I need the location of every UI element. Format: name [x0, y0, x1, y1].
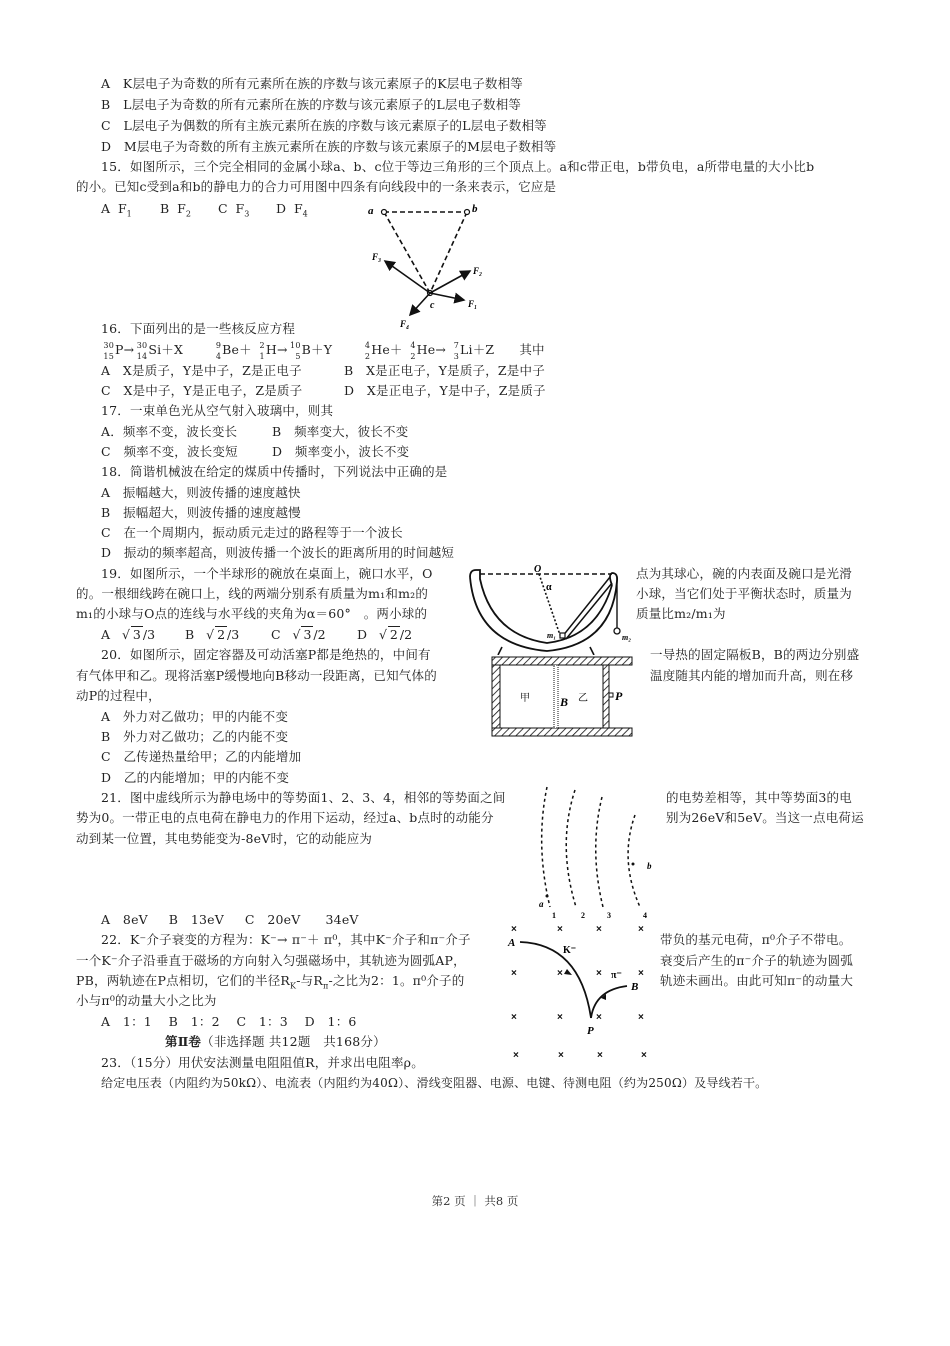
q20-line1-right: 一导热的固定隔板B，B的两边分别盛 — [650, 647, 860, 662]
svg-text:×: × — [557, 968, 563, 979]
q23-line2: 给定电压表（内阻约为50kΩ）、电流表（内阻约为40Ω）、滑线变阻器、电源、电键、待测电阻（约为250Ω）及导线若干。 — [101, 1076, 768, 1090]
label-f1: F₁ — [468, 299, 478, 309]
q19-line1-left: 19．如图所示，一个半球形的碗放在桌面上，碗口水平，O — [101, 566, 433, 581]
q19-line1-right: 点为其球心，碗的内表面及碗口是光滑 — [636, 566, 852, 581]
svg-text:m₁: m₁ — [547, 631, 557, 640]
q15-stem-line1: 15．如图所示，三个完全相同的金属小球a、b、c位于等边三角形的三个顶点上。a和c带正电，b带负电，a所带电量的大小比b — [101, 159, 815, 174]
q15-option-d: D $F_4$ — [276, 201, 308, 219]
svg-text:×: × — [558, 1050, 564, 1061]
q19-line2-left: 的。一根细线跨在碗口上，线的两端分别系有质量为m₁和m₂的 — [76, 586, 429, 601]
svg-text:P: P — [587, 1025, 594, 1037]
q16-option-b: B X是正电子，Y是质子，Z是中子 — [344, 363, 545, 378]
svg-text:×: × — [511, 1012, 517, 1023]
svg-text:π⁻: π⁻ — [611, 970, 622, 981]
svg-text:×: × — [557, 924, 563, 935]
svg-text:×: × — [638, 924, 644, 935]
q18-option-a: A 振幅越大，则波传播的速度越快 — [101, 485, 301, 500]
q21-line2-left: 势为0。一带正电的点电荷在静电力的作用下运动，经过a、b点时的动能分 — [76, 810, 494, 825]
svg-text:B: B — [631, 981, 639, 993]
q21-option-b: B 13eV — [168, 912, 224, 927]
q18-option-c: C 在一个周期内，振动质元走过的路程等于一个波长 — [101, 525, 403, 540]
q23-stem: 23．（15分）用伏安法测量电阻阻值R，并求出电阻率ρ。 — [101, 1055, 424, 1070]
magnetic-field-trajectory-diagram — [505, 918, 655, 1063]
q21-line2-right: 别为26eV和5eV。当这一点电荷运 — [666, 810, 864, 825]
q18-stem: 18．简谐机械波在给定的煤质中传播时，下列说法中正确的是 — [101, 464, 448, 479]
q22-line1-left: 22．K⁻介子衰变的方程为：K⁻→ π⁻＋ π⁰，其中K⁻介子和π⁻介子 — [101, 932, 471, 947]
svg-text:×: × — [638, 1012, 644, 1023]
q17-option-b: B 频率变大，彼长不变 — [272, 424, 409, 439]
svg-text:A: A — [508, 937, 516, 949]
q19-option-c: C √ 3 /2 — [271, 627, 326, 642]
q21-options — [101, 910, 359, 930]
q15-option-c: C $F_3$ — [218, 201, 250, 219]
svg-text:×: × — [641, 1050, 647, 1061]
svg-text:×: × — [597, 1050, 603, 1061]
q19-option-b: B √ 2 /3 — [185, 627, 240, 642]
q21-option-c: C 20eV — [244, 912, 301, 927]
q21-line1-left: 21．图中虚线所示为静电场中的等势面1、2、3、4，相邻的等势面之间 — [101, 790, 506, 805]
q22-line2-right: 衰变后产生的π⁻介子的轨迹为圆弧 — [660, 953, 854, 968]
q21-line1-right: 的电势差相等，其中等势面3的电 — [666, 790, 852, 805]
q20-line3-left: 动P的过程中， — [76, 688, 161, 703]
svg-text:a: a — [539, 899, 544, 909]
q15-option-b: B $F_2$ — [160, 201, 191, 219]
q20-option-a: A 外力对乙做功；甲的内能不变 — [101, 709, 289, 724]
piston-container-diagram — [490, 655, 635, 740]
q19-option-a: A √ 3 /3 — [101, 627, 156, 642]
svg-text:m₂: m₂ — [622, 633, 632, 642]
svg-text:B: B — [560, 695, 569, 709]
q20-option-b: B 外力对乙做功；乙的内能不变 — [101, 729, 289, 744]
svg-text:×: × — [596, 924, 602, 935]
q20-line2-left: 有气体甲和乙。现将活塞P缓慢地向B移动一段距离，已知气体的 — [76, 668, 437, 683]
q20-line1-left: 20．如图所示，固定容器及可动活塞P都是绝热的，中间有 — [101, 647, 431, 662]
q16-option-d: D X是正电子，Y是中子，Z是质子 — [344, 383, 546, 398]
q20-line2-right: 温度随其内能的增加而升高，则在移 — [650, 668, 854, 683]
page-footer: 第2 页 ｜ 共8 页 — [431, 1194, 519, 1208]
q19-option-d: D √ 2 /2 — [357, 627, 413, 642]
q15-option-a: A $F_1$ — [101, 201, 132, 219]
q21-option-a: A 8eV — [101, 912, 148, 927]
q16-equations: 30 15 P→ 30 14 Si＋X 9 4 Be＋ 2 1 H→ 10 5 B＋Y 4 2 He＋ 4 2 He→ 7 3 Li＋Z 其中 — [103, 340, 545, 361]
q14-option-d: D M层电子为奇数的所有主族元素所在族的序数与该元素原子的M层电子数相等 — [101, 139, 557, 154]
q18-option-b: B 振幅超大，则波传播的速度越慢 — [101, 505, 301, 520]
svg-text:×: × — [596, 1012, 602, 1023]
q22-line3-right: 轨迹未画出。由此可知π⁻的动量大 — [660, 973, 854, 988]
q15-stem-line2: 的小。已知c受到a和b的静电力的合力可用图中四条有向线段中的一条来表示，它应是 — [76, 179, 557, 194]
q17-option-d: D 频率变小，波长不变 — [272, 444, 410, 459]
q22-option-a: A 1：1 — [101, 1014, 152, 1029]
q22-line3-left: PB，两轨迹在P点相切，它们的半径$R_K-$与$R_\pi-$之比为2：1。π⁰介子的 — [76, 973, 465, 991]
q14-option-c: C L层电子为偶数的所有主族元素所在族的序数与该元素原子的L层电子数相等 — [101, 118, 547, 133]
equipotential-surfaces-diagram — [535, 785, 665, 920]
svg-text:×: × — [638, 968, 644, 979]
q14-option-a: A K层电子为奇数的所有元素所在族的序数与该元素原子的K层电子数相等 — [101, 76, 524, 91]
label-b: b — [472, 203, 478, 215]
q22-option-c: C 1：3 — [236, 1014, 288, 1029]
q22-line1-right: 带负的基元电荷，π⁰介子不带电。 — [660, 932, 852, 947]
triangle-force-diagram — [360, 198, 510, 333]
label-f3: F₃ — [372, 252, 382, 262]
label-f4: F₄ — [400, 319, 410, 329]
q16-option-a: A X是质子，Y是中子，Z是正电子 — [101, 363, 302, 378]
label-a: a — [368, 205, 374, 217]
q14-option-b: B L层电子为奇数的所有元素所在族的序数与该元素原子的L层电子数相等 — [101, 97, 522, 112]
svg-text:甲: 甲 — [520, 693, 530, 704]
hemisphere-bowl-diagram — [462, 565, 632, 655]
q17-option-a: A．频率不变，波长变长 — [101, 424, 238, 439]
q16-stem: 16．下面列出的是一些核反应方程 — [101, 321, 296, 336]
q19-line3-right: 质量比m₂/m₁为 — [636, 606, 726, 621]
q17-stem: 17．一束单色光从空气射入玻璃中，则其 — [101, 403, 334, 418]
svg-text:P: P — [615, 689, 623, 703]
label-c: c — [430, 300, 435, 311]
q16-option-c: C X是中子，Y是正电子，Z是质子 — [101, 383, 303, 398]
svg-text:4: 4 — [643, 911, 647, 920]
q22-options — [101, 1012, 357, 1032]
q22-option-d: D 1：6 — [304, 1014, 357, 1029]
q20-option-d: D 乙的内能增加；甲的内能不变 — [101, 770, 290, 785]
q22-option-b: B 1：2 — [168, 1014, 220, 1029]
svg-text:3: 3 — [607, 911, 611, 920]
q17-option-c: C 频率不变，波长变短 — [101, 444, 238, 459]
q21-option-d: 34eV — [325, 912, 359, 927]
svg-text:×: × — [596, 968, 602, 979]
q20-option-c: C 乙传递热量给甲；乙的内能增加 — [101, 749, 302, 764]
q22-line4-left: 小与π⁰的动量大小之比为 — [76, 993, 217, 1008]
q19-line2-right: 小球，当它们处于平衡状态时，质量为 — [636, 586, 852, 601]
svg-text:乙: 乙 — [578, 693, 588, 704]
svg-text:×: × — [557, 1012, 563, 1023]
q19-line3-left: m₁的小球与O点的连线与水平线的夹角为α＝60° 。两小球的 — [76, 606, 428, 621]
q21-line3-left: 动到某一位置，其电势能变为-8eV时，它的动能应为 — [76, 831, 373, 846]
svg-text:K⁻: K⁻ — [563, 945, 577, 956]
svg-text:1: 1 — [552, 911, 556, 920]
svg-text:×: × — [513, 1050, 519, 1061]
label-f2: F₂ — [473, 266, 483, 276]
svg-text:O: O — [534, 565, 542, 575]
svg-text:α: α — [546, 582, 552, 593]
svg-text:×: × — [511, 924, 517, 935]
q18-option-d: D 振动的频率超高，则波传播一个波长的距离所用的时间越短 — [101, 545, 455, 560]
svg-text:b: b — [647, 861, 652, 871]
svg-text:×: × — [511, 968, 517, 979]
section2-title: 第Ⅱ卷（非选择题 共12题 共168分） — [165, 1034, 386, 1049]
svg-text:2: 2 — [581, 911, 585, 920]
q22-line2-left: 一个K⁻介子沿垂直于磁场的方向射入匀强磁场中，其轨迹为圆弧AP， — [76, 953, 466, 968]
